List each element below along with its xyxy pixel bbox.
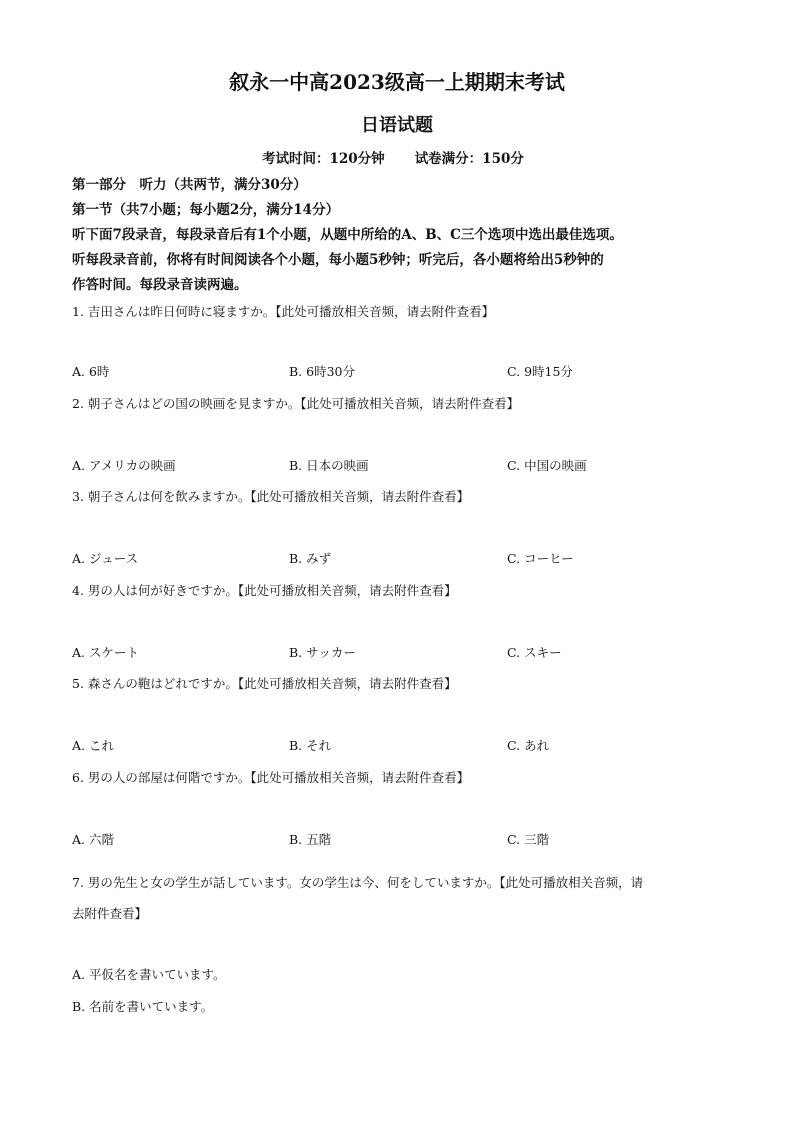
option-a: A. 6時 (72, 364, 110, 379)
option-a: A. これ (72, 738, 114, 753)
option-a: A. アメリカの映画 (72, 458, 176, 473)
option-b: B. 名前を書いています。 (72, 999, 214, 1014)
option-b: B. 五階 (289, 832, 332, 847)
option-b: B. それ (289, 738, 332, 753)
question-7-continued: 去附件查看】 (72, 906, 148, 921)
option-b: B. みず (289, 551, 332, 566)
option-c: C. 三階 (507, 832, 550, 847)
option-a: A. ジュース (72, 551, 139, 566)
exam-title: 叙永一中高2023级高一上期期末考试 (229, 70, 565, 94)
section-heading: 第一节（共7小题；每小题2分，满分14分） (72, 202, 340, 218)
question-3: 3. 朝子さんは何を飲みますか。【此处可播放相关音频，请去附件查看】 (72, 489, 470, 504)
instruction-line: 听每段录音前，你将有时间阅读各个小题，每小题5秒钟；听完后，各小题将给出5秒钟的 (72, 252, 604, 268)
option-c: C. 9時15分 (507, 364, 573, 379)
option-c: C. スキー (507, 645, 562, 660)
instruction-line: 作答时间。每段录音读两遍。 (72, 277, 248, 293)
full-score: 试卷满分：150分 (414, 151, 524, 167)
option-a: A. スケート (72, 645, 139, 660)
option-b: B. 日本の映画 (289, 458, 369, 473)
question-2: 2. 朝子さんはどの国の映画を見ますか。【此处可播放相关音频，请去附件查看】 (72, 396, 520, 411)
instruction-line: 听下面7段录音，每段录音后有1个小题，从题中所给的A、B、C三个选项中选出最佳选项。 (72, 227, 623, 243)
option-a: A. 平仮名を書いています。 (72, 967, 226, 982)
option-c: C. あれ (507, 738, 550, 753)
part-heading: 第一部分 听力（共两节，满分30分） (72, 177, 307, 193)
exam-subtitle: 日语试题 (361, 115, 433, 136)
option-b: B. サッカー (289, 645, 356, 660)
question-5: 5. 森さんの鞄はどれですか。【此处可播放相关音频，请去附件查看】 (72, 676, 457, 691)
question-7: 7. 男の先生と女の学生が話しています。女の学生は今、何をしていますか。【此处可播放相关音频，请 (72, 875, 644, 890)
option-c: C. コーヒー (507, 551, 574, 566)
exam-time: 考试时间：120分钟 (262, 151, 385, 167)
question-6: 6. 男の人の部屋は何階ですか。【此处可播放相关音频，请去附件查看】 (72, 770, 470, 785)
option-b: B. 6時30分 (289, 364, 355, 379)
exam-meta (262, 147, 524, 167)
question-4: 4. 男の人は何が好きですか。【此处可播放相关音频，请去附件查看】 (72, 583, 457, 598)
option-c: C. 中国の映画 (507, 458, 587, 473)
question-1: 1. 吉田さんは昨日何時に寝ますか。【此处可播放相关音频，请去附件查看】 (72, 304, 495, 319)
option-a: A. 六階 (72, 832, 114, 847)
